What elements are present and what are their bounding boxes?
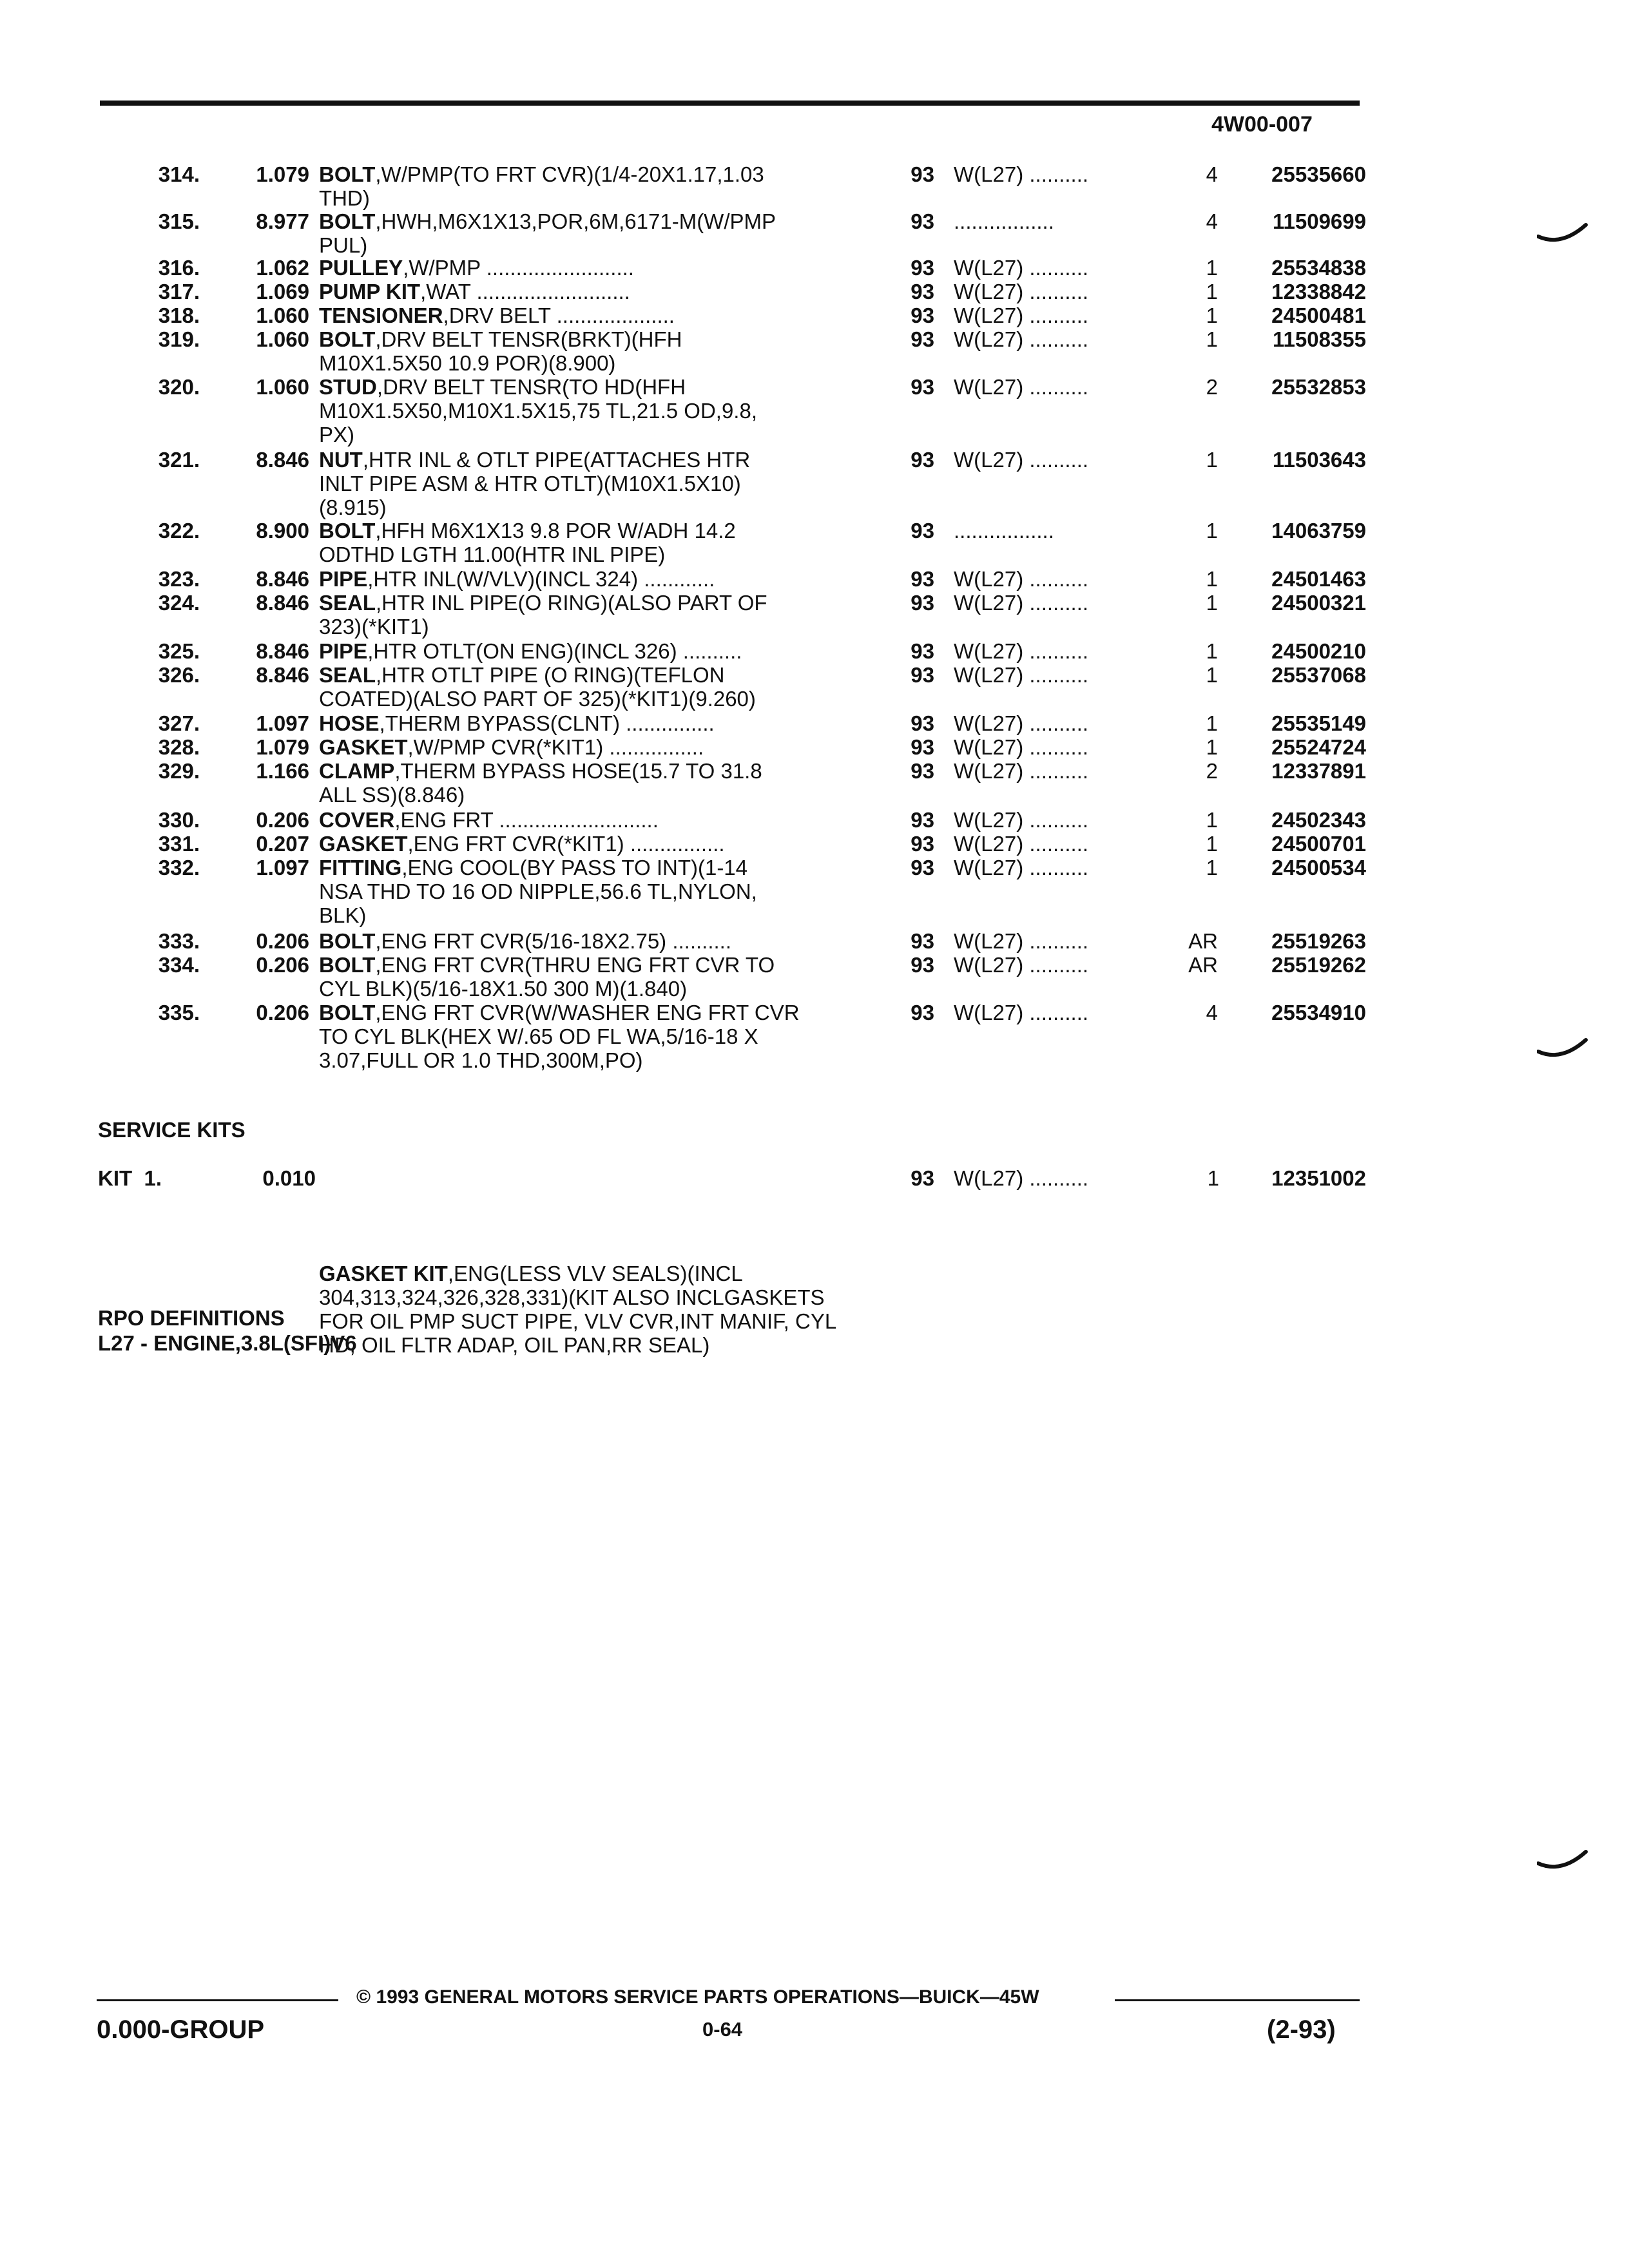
figure-number: 8.846 [256,567,309,591]
model-year: 93 [911,856,934,879]
kit-name: GASKET KIT [319,1262,448,1285]
quantity: 1 [1179,832,1218,856]
model-year: 93 [911,711,934,735]
description-line [319,1001,857,1024]
quantity: 1 [1179,303,1218,327]
item-number: 320. [158,375,200,399]
figure-number: 0.206 [256,808,309,832]
part-number: 24501463 [1271,567,1366,591]
part-name: STUD [319,375,377,399]
part-row [122,953,1366,1001]
quantity: 2 [1179,375,1218,399]
description-line [319,759,857,783]
description-line: NSA THD TO 16 OD NIPPLE,56.6 TL,NYLON, [319,879,757,903]
part-row [122,209,1366,257]
description-text: ,WAT .......................... [420,280,630,303]
model-year: 93 [911,162,934,186]
footer-page-number: 0-64 [702,2018,743,2041]
model-year: 93 [911,519,934,543]
usage-code: W(L27) .......... [954,808,1089,832]
figure-number: 1.069 [256,280,309,303]
part-name: BOLT [319,162,376,186]
description-line: RR SEAL) [612,1333,710,1357]
description-line [319,591,857,615]
description-line: PUL) [319,233,368,257]
part-number: 24500534 [1271,856,1366,879]
quantity: 1 [1179,663,1218,687]
footer-rule-right [1115,1999,1360,2001]
part-number: 25534838 [1271,256,1366,280]
description-text: ,ENG(LESS VLV SEALS)(INCL 304, [319,1262,748,1309]
description-line [319,929,857,953]
part-number: 12337891 [1271,759,1366,783]
quantity: 4 [1179,209,1218,233]
description-text: ,HTR INL PIPE(O RING)(ALSO PART OF [376,591,767,615]
part-name: BOLT [319,209,376,233]
item-number: 315. [158,209,200,233]
item-number: 333. [158,929,200,953]
quantity: 1 [1179,256,1218,280]
usage-code: W(L27) .......... [954,929,1089,953]
description-line [319,735,857,759]
part-number: 14063759 [1271,519,1366,543]
description-line: ALL SS)(8.846) [319,783,465,807]
item-number: 323. [158,567,200,591]
part-row [122,448,1366,519]
figure-number: 8.900 [256,519,309,543]
figure-number: 1.079 [256,162,309,186]
model-year: 93 [911,303,934,327]
rpo-definitions-heading: RPO DEFINITIONS [98,1306,285,1330]
figure-number: 0.207 [256,832,309,856]
description-line: (8.915) [319,495,387,519]
part-description [319,327,857,375]
part-description [319,591,857,639]
description-line [319,303,857,327]
kit-description [319,1262,860,1357]
description-text: ,ENG FRT CVR(5/16-18X2.75) .......... [375,929,732,953]
usage-code: ................. [954,519,1054,543]
quantity: 1 [1179,639,1218,663]
quantity: 1 [1179,280,1218,303]
model-year: 93 [911,953,934,977]
usage-code: W(L27) .......... [954,711,1089,735]
description-line [319,808,857,832]
model-year: 93 [911,591,934,615]
part-row [122,759,1366,807]
description-line: 323)(*KIT1) [319,615,429,639]
item-number: 314. [158,162,200,186]
description-line [319,209,857,233]
description-line: 3.07,FULL OR 1.0 THD,300M,PO) [319,1048,643,1072]
part-number: 11503643 [1272,448,1366,472]
description-line [319,448,857,472]
usage-code: W(L27) .......... [954,162,1089,186]
description-line: 313,324,326,328,331)(KIT ALSO INCL [360,1285,724,1309]
part-name: SEAL [319,591,376,615]
usage-code: ................. [954,209,1054,233]
item-number: 332. [158,856,200,879]
description-text: ,ENG FRT CVR(*KIT1) ................ [407,832,725,856]
quantity: 1 [1179,856,1218,879]
usage-code: W(L27) .......... [954,759,1089,783]
part-number: 24502343 [1271,808,1366,832]
figure-number: 1.060 [256,303,309,327]
description-line [319,953,857,977]
part-number: 25519262 [1271,953,1366,977]
quantity: 4 [1179,1001,1218,1024]
part-description [319,711,857,735]
part-description [319,303,857,327]
item-number: 316. [158,256,200,280]
item-number: 335. [158,1001,200,1024]
figure-number: 1.166 [256,759,309,783]
part-description [319,639,857,663]
model-year: 93 [911,375,934,399]
model-year: 93 [911,639,934,663]
part-number: 24500321 [1271,591,1366,615]
description-text: ,DRV BELT TENSR(BRKT)(HFH [375,327,682,351]
part-name: BOLT [319,519,376,543]
description-line: THD) [319,186,370,210]
description-line [319,832,857,856]
usage-code: W(L27) .......... [954,280,1089,303]
figure-number: 1.060 [256,375,309,399]
part-number: 25532853 [1271,375,1366,399]
description-line: TO CYL BLK(HEX W/.65 OD FL WA,5/16-18 X [319,1024,758,1048]
description-line: M10X1.5X50,M10X1.5X15,75 TL,21.5 OD,9.8, [319,399,757,423]
item-number: 334. [158,953,200,977]
service-kits-heading: SERVICE KITS [98,1118,246,1142]
part-description [319,567,857,591]
part-description [319,808,857,832]
binder-tick-mark [1537,222,1588,248]
part-row [122,929,1366,953]
part-number: 25535149 [1271,711,1366,735]
part-name: HOSE [319,711,380,735]
model-year: 93 [911,735,934,759]
item-number: 318. [158,303,200,327]
description-line [319,280,857,303]
part-number: 25535660 [1271,162,1366,186]
usage-code: W(L27) .......... [954,303,1089,327]
item-number: 325. [158,639,200,663]
part-row [122,256,1366,280]
part-row [122,639,1366,663]
figure-number: 1.097 [256,856,309,879]
figure-number: 8.846 [256,663,309,687]
description-line [319,711,857,735]
top-rule [100,101,1360,106]
part-number: 24500481 [1271,303,1366,327]
part-row [122,303,1366,327]
part-row [122,856,1366,927]
part-description [319,953,857,1001]
part-name: BOLT [319,1001,376,1024]
footer-rule-left [97,1999,338,2001]
part-number: 25534910 [1271,1001,1366,1024]
part-description [319,1001,857,1072]
description-text: ,ENG FRT CVR(THRU ENG FRT CVR TO [375,953,775,977]
description-line [319,519,857,543]
document-code: 4W00-007 [1211,112,1313,137]
part-description [319,256,857,280]
usage-code: W(L27) .......... [954,327,1089,351]
figure-number: 8.846 [256,591,309,615]
part-row [122,375,1366,447]
description-line: INLT PIPE ASM & HTR OTLT)(M10X1.5X10) [319,472,741,495]
part-number: 24500210 [1271,639,1366,663]
part-name: GASKET [319,832,408,856]
kit-part-number: 12351002 [1271,1166,1366,1190]
rpo-definition: L27 - ENGINE,3.8L(SFI)V6 [98,1331,357,1355]
description-text: ,ENG FRT ........................... [394,808,659,832]
quantity: 1 [1179,448,1218,472]
description-line: M10X1.5X50 10.9 POR)(8.900) [319,351,616,375]
model-year: 93 [911,663,934,687]
usage-code: W(L27) .......... [954,663,1089,687]
quantity: 2 [1179,759,1218,783]
model-year: 93 [911,1001,934,1024]
part-description [319,280,857,303]
part-number: 25519263 [1271,929,1366,953]
description-text: ,THERM BYPASS HOSE(15.7 TO 31.8 [394,759,762,783]
description-line [319,639,857,663]
model-year: 93 [911,327,934,351]
part-row [122,519,1366,566]
usage-code: W(L27) .......... [954,735,1089,759]
part-name: PIPE [319,567,368,591]
part-description [319,448,857,519]
usage-code: W(L27) .......... [954,256,1089,280]
part-description [319,375,857,447]
part-row [122,567,1366,591]
description-text: ,HTR INL(W/VLV)(INCL 324) ............ [367,567,715,591]
part-name: SEAL [319,663,376,687]
description-line [319,327,857,351]
figure-number: 0.206 [256,953,309,977]
kit-usage: W(L27) .......... [954,1166,1089,1190]
usage-code: W(L27) .......... [954,375,1089,399]
kit-year: 93 [911,1166,934,1190]
part-row [122,280,1366,303]
description-text: ,DRV BELT TENSR(TO HD(HFH [376,375,686,399]
item-number: 317. [158,280,200,303]
description-text: ,ENG FRT CVR(W/WASHER ENG FRT CVR [375,1001,800,1024]
quantity: 1 [1179,327,1218,351]
item-number: 331. [158,832,200,856]
part-description [319,856,857,927]
item-number: 327. [158,711,200,735]
part-description [319,663,857,711]
quantity: 1 [1179,519,1218,543]
description-text: ,W/PMP CVR(*KIT1) ................ [407,735,704,759]
quantity: AR [1179,953,1218,977]
part-description [319,735,857,759]
description-line: GASKETS FOR OIL PMP SUCT PIPE, VLV CVR, [319,1285,831,1333]
kit-figure-number: 0.010 [262,1166,316,1190]
description-line [319,856,857,879]
model-year: 93 [911,280,934,303]
usage-code: W(L27) .......... [954,856,1089,879]
part-row [122,808,1366,832]
description-line: PX) [319,423,355,447]
item-number: 326. [158,663,200,687]
part-number: 24500701 [1271,832,1366,856]
part-name: CLAMP [319,759,395,783]
kit-quantity: 1 [1207,1166,1219,1190]
model-year: 93 [911,567,934,591]
usage-code: W(L27) .......... [954,567,1089,591]
description-text: ,HFH M6X1X13 9.8 POR W/ADH 14.2 [375,519,736,543]
description-line: ODTHD LGTH 11.00(HTR INL PIPE) [319,543,666,566]
description-text: ,HTR OTLT(ON ENG)(INCL 326) .......... [367,639,742,663]
quantity: 1 [1179,591,1218,615]
part-name: BOLT [319,929,376,953]
model-year: 93 [911,759,934,783]
description-line: INT MANIF, CYL HD, OIL FLTR ADAP, OIL PAN, [319,1309,842,1357]
part-row [122,832,1366,856]
figure-number: 0.206 [256,1001,309,1024]
description-line: COATED)(ALSO PART OF 325)(*KIT1)(9.260) [319,687,756,711]
description-text: ,THERM BYPASS(CLNT) ............... [379,711,715,735]
binder-tick-mark [1537,1849,1588,1875]
part-description [319,162,857,210]
part-name: BOLT [319,327,376,351]
part-name: COVER [319,808,395,832]
figure-number: 1.097 [256,711,309,735]
description-text: ,DRV BELT .................... [443,303,675,327]
quantity: AR [1179,929,1218,953]
part-row [122,162,1366,210]
figure-number: 1.079 [256,735,309,759]
model-year: 93 [911,209,934,233]
model-year: 93 [911,808,934,832]
part-row [122,735,1366,759]
part-number: 11509699 [1272,209,1366,233]
footer-group-label: 0.000-GROUP [97,2015,265,2044]
description-text: ,W/PMP(TO FRT CVR)(1/4-20X1.17,1.03 [375,162,764,186]
model-year: 93 [911,832,934,856]
usage-code: W(L27) .......... [954,591,1089,615]
description-text: ,W/PMP ......................... [403,256,634,280]
figure-number: 8.977 [256,209,309,233]
part-name: TENSIONER [319,303,443,327]
footer-revision-date: (2-93) [1267,2015,1336,2044]
part-number: 11508355 [1272,327,1366,351]
item-number: 319. [158,327,200,351]
description-line: BLK) [319,903,367,927]
model-year: 93 [911,448,934,472]
description-text: ,HWH,M6X1X13,POR,6M,6171-M(W/PMP [375,209,776,233]
figure-number: 1.062 [256,256,309,280]
part-number: 25524724 [1271,735,1366,759]
part-description [319,929,857,953]
part-row [122,1001,1366,1072]
description-text: ,HTR OTLT PIPE (O RING)(TEFLON [376,663,725,687]
part-number: 12338842 [1271,280,1366,303]
part-row [122,663,1366,711]
part-description [319,519,857,566]
part-description [319,759,857,807]
model-year: 93 [911,256,934,280]
figure-number: 8.846 [256,448,309,472]
quantity: 1 [1179,808,1218,832]
part-description [319,832,857,856]
model-year: 93 [911,929,934,953]
part-name: GASKET [319,735,408,759]
item-number: 324. [158,591,200,615]
figure-number: 0.206 [256,929,309,953]
item-number: 330. [158,808,200,832]
usage-code: W(L27) .......... [954,832,1089,856]
binder-tick-mark [1537,1037,1588,1063]
part-name: PIPE [319,639,368,663]
usage-code: W(L27) .......... [954,639,1089,663]
usage-code: W(L27) .......... [954,953,1089,977]
item-number: 322. [158,519,200,543]
part-description [319,209,857,257]
part-name: BOLT [319,953,376,977]
quantity: 1 [1179,735,1218,759]
description-line [319,663,857,687]
part-row [122,711,1366,735]
description-text: ,ENG COOL(BY PASS TO INT)(1-14 [401,856,748,879]
part-number: 25537068 [1271,663,1366,687]
part-name: PUMP KIT [319,280,421,303]
quantity: 4 [1179,162,1218,186]
part-row [122,327,1366,375]
description-line [319,162,857,186]
part-name: FITTING [319,856,402,879]
item-number: 329. [158,759,200,783]
description-text: ,HTR INL & OTLT PIPE(ATTACHES HTR [362,448,751,472]
item-number: 328. [158,735,200,759]
description-line [319,567,857,591]
part-name: PULLEY [319,256,403,280]
part-row [122,591,1366,639]
part-name: NUT [319,448,363,472]
figure-number: 8.846 [256,639,309,663]
description-line [319,375,857,399]
description-line: CYL BLK)(5/16-18X1.50 300 M)(1.840) [319,977,688,1001]
description-line [319,256,857,280]
kit-number: KIT 1. [98,1166,162,1190]
usage-code: W(L27) .......... [954,448,1089,472]
quantity: 1 [1179,567,1218,591]
figure-number: 1.060 [256,327,309,351]
quantity: 1 [1179,711,1218,735]
usage-code: W(L27) .......... [954,1001,1089,1024]
footer-copyright: © 1993 GENERAL MOTORS SERVICE PARTS OPERATIONS—BUICK—45W [356,1986,1039,2008]
item-number: 321. [158,448,200,472]
